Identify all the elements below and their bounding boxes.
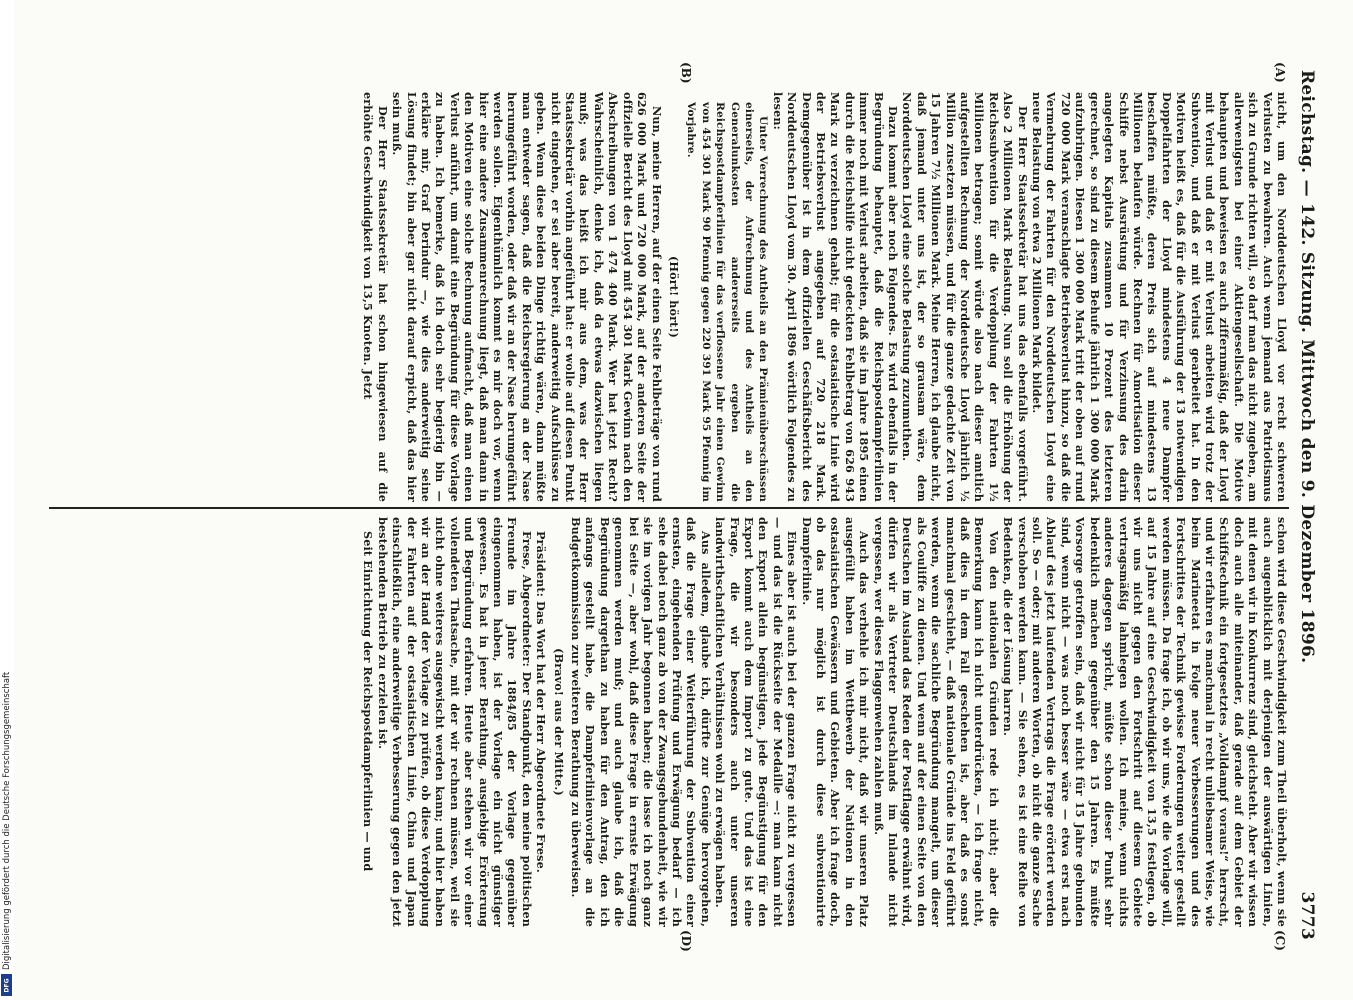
- interjection: (Hört! hört!): [666, 255, 681, 338]
- right-column: [361, 517, 1289, 927]
- running-title: Reichstag. — 142. Sitzung. Mittwoch den 9. Dezember 1896.: [1297, 70, 1317, 664]
- column-divider: [49, 507, 1289, 509]
- paragraph: schon wird diese Geschwindigkeit zum Theil überholt, wenn sie auch augenblicklich mit derjenigen der auswärtigen Linien, mit denen wir in Konkurrenz sind, gleichsteht. Aber wir wissen doch auch alle miteinander, daß gerade auf dem Gebiet der Schiffstechnik ein fortgesetztes „Volldampf voraus!“ herrscht, und wir erfahren es manchmal in recht unliebsamer Weise, wie beim Marineetat in Folge neuer Verbesserungen und des Fortschrittes der Technik gewisse Forderungen weiter gestellt werden müssen. Da frage ich, ob wir uns, wie die Vorlage will, auf 15 Jahre auf eine Geschwindigkeit von 13,5 festlegen, ob wir uns nicht gegen den Fortschritt auf diesem Gebiete vertragsmäßig lahmlegen wollen. Ich meine, wenn nichts anderes dagegen spricht, müßte schon dieser Punkt sehr bedenklich machen gegenüber den 15 Jahren. Es müßte Vorsorge getroffen sein, daß wir nicht für 15 Jahre gebunden sind, wenn nicht — was noch besser wäre — etwa erst nach Ablauf des jetzt laufenden Vertrags die Frage erörtert werden soll. So — oder; mit anderen Worten, ob nicht die ganze Sache verschoben werden kann. — Sie sehen, es ist eine Reihe von Bedenken, die der Lösung harren.: [1001, 517, 1289, 927]
- interjection: (Bravo! aus der Mitte.): [551, 648, 566, 796]
- margin-marker-c: (C): [1273, 930, 1287, 951]
- paragraph: nicht, um den Norddeutschen Lloyd vor recht schweren Verlusten zu bewahren. Auch wenn jemand aus Patriotismus sich zu Grunde richten will, so darf man das nicht zugeben, am allerwenigsten bei einer Aktiengesellschaft. Die Motive behaupten und beweisen es auch ziffernmäßig, daß der Lloyd mit Verlust und daß er mit Verlust arbeiten wird trotz der Subvention, und daß er mit Verlust gearbeitet hat. In den Motiven heißt es, daß für die Ausführung der 13 notwendigen Doppelfahrten der Lloyd mindestens 4 neue Dampfer beschaffen müßte, deren Preis sich auf mindestens 13 Millionen belaufen würde. Rechnen für Amortisation dieser Schiffe nebst Ausrüstung und für Verzinsung des darin angelegten Kapitals zusammen 10 Prozent des letzteren gerechnet, so sind zu diesem Behufe jährlich 1 300 000 Mark aufzubringen. Diesen 1 300 000 Mark tritt der oben auf rund 720 000 Mark veranschlagte Betriebsverlust hinzu, so daß die Vermehrung der Fahrten für den Norddeutschen Lloyd eine neue Belastung von etwa 2 Millionen Mark bildet.: [1030, 92, 1289, 502]
- rotated-page-content: [14, 0, 1353, 1000]
- page-number: 3773: [1297, 891, 1317, 940]
- credit-sidebar: [0, 0, 14, 1000]
- dfg-logo: DFG: [1, 974, 12, 996]
- paragraph: Aus alledem, glaube ich, dürfte zur Genüge hervorgehen, daß die Frage einer Weiterführung der Subvention einer ernsten, eingehenden Prüfung und Erwägung bedarf — ich sehe dabei noch ganz ab von der Zwangsgebundenheit, wie wir sie im vorigen Jahr begonnen haben; die lasse ich noch ganz bei Seite —, aber wohl, daß diese Frage in ernste Erwägung genommen werden muß; und auch glaube ich, daß die Begründung dargethan zu haben für den Antrag, den ich anfangs gestellt habe, die Dampferlinienvorlage an die Budgetkommission zur weiteren Berathung zu überweisen.: [569, 517, 713, 927]
- speaker-line: Präsident: Das Wort hat der Herr Abgeordnete Frese.: [534, 531, 549, 873]
- paragraph: Eines aber ist auch bei der ganzen Frage nicht zu vergessen — und das ist die Rückseite der Medaille —: man kann nicht den Export allein begünstigen, jede Begünstigung für den Export kommt auch dem Import zu gute. Und das ist eine Frage, die wir besonders auch unter unseren landwirthschaftlichen Verhältnissen wohl zu erwägen haben.: [713, 517, 800, 927]
- paragraph: Von den nationalen Gründen rede ich nicht; aber die Bemerkung kann ich nicht unterdrücken, — ich frage nicht, daß dies in dem Fall geschehen ist, aber daß es sonst manchmal geschieht, — daß nationale Gründe ins Feld geführt werden, wenn die sachliche Begründung mangelt, um dieser als Couliffe zu dienen. Und wenn auf der einen Seite von den Deutschen im Ausland das Reden der Postflagge erwähnt wird, dürfen wir als Vertreter Deutschlands im Inlande nicht vergessen, wer dieses Flaggenwehen zahlen muß.: [871, 517, 1001, 927]
- paragraph: Frese, Abgeordneter: Der Standpunkt, den meine politischen Freunde im Jahre 1884/85 der Vorlage gegenüber eingenommen haben, ist der Vorlage ein nicht günstiger gewesen. Es hat in jener Berathung, ausgiebige Erörterung und Begründung erfahren. Heute aber stehen wir vor einer vollendeten Thatsache, mit der wir rechnen müssen, weil sie nicht ohne weiteres ausgewischt werden kann; und hier haben wir an der Hand der Vorlage zu prüfen, ob diese Verdopplung der Fahrten auf der ostasiatischen Linie, China und Japan einschließlich, eine anderweitige Verbesserung gegen den jetzt bestehenden Betrieb zu erzielen ist.: [375, 517, 534, 927]
- paragraph: Dazu kommt aber noch Folgendes. Es wird ebenfalls in der Begründung behauptet, daß die Reichspostdampferlinien immer noch mit Verlust arbeiten, daß sie im Jahre 1895 einen durch die Reichshilfe nicht gedeckten Fehlbetrag von 626 943 Mark zu verzeichnen gehabt; für die ostasiatische Linie wird der Betriebsverlust angegeben auf 720 218 Mark. Demgegenüber ist in dem offiziellen Geschäftsbericht des Norddeutschen Lloyd vom 30. April 1896 wörtlich Folgendes zu lesen:: [770, 92, 901, 502]
- margin-marker-a: (A): [1273, 62, 1287, 83]
- margin-marker-d: (D): [679, 930, 693, 952]
- paragraph: Auch das verhehle ich mir nicht, daß wir unseren Platz ausgefüllt haben im Wettbewerb der Nationen in den ostasiatischen Gewässern und Gebieten. Aber ich frage doch, ob das nur möglich ist durch diese subventionirte Dampferlinie.: [799, 517, 872, 927]
- paragraph: Nun, meine Herren, auf der einen Seite Fehlbeträge von rund 626 000 Mark und 720 000 Mark, auf der anderen Seite der offizielle Bericht des Lloyd mit 454 301 Mark Gewinn nach den Abschreibungen von 1 474 400 Mark. Wer hat jetzt Recht? Wahrscheinlich, denke ich, daß da etwas dazwischen liegen muß; was das heißt ich mir aus dem, was der Herr Staatssekretär vorhin angeführt hat: er wolle auf diesen Punkt nicht eingehen, er sei aber bereit, anderweitig Aufschlüsse zu geben. Wenn diese beiden Dinge richtig wären, dann müßte man entweder sagen, daß die Reichsregierung an der Nase herumgeführt worden, oder daß wir an der Nase herumgeführt werden sollen. Eigenthümlich kommt es mir doch vor, wenn hier eine andere Zusammenrechnung liegt, daß man dann in den Motiven eine solche Rechnung aufmacht, daß man einen Verlust anführt, um damit eine Begründung für diese Vorlage zu haben. Ich bemerke, daß ich doch sehr begierig bin — erkläre mir, Graf Derindur —, wie dies anderweitig seine Lösung findet; bin aber gar nicht darauf erpicht, daß das hier sein muß.: [390, 92, 664, 502]
- dfg-credit-text: Digitalisierung gefördert durch die Deutsche Forschungsgemeinschaft: [2, 671, 12, 970]
- paragraph: Seit Einrichtung der Reichspostdampferlinien — und: [361, 531, 376, 872]
- paragraph: Der Herr Staatssekretär hat uns das ebenfalls vorgeführt. Also 2 Millionen Mark Belastung. Nun soll die Erhöhung der Reichssubvention für die Verdopplung der Fahrten 1½ Millionen betragen; somit würde also nach dieser amtlich aufgestellten Rechnung der Norddeutsche Lloyd jährlich ½ Million zusetzen müssen, und für die ganze gedachte Zeit von 15 Jahren 7½ Millionen Mark. Meine Herren, ich glaube nicht, daß jemand unter uns ist, der so grausam wäre, dem Norddeutschen Lloyd eine solche Belastung zuzumuthen.: [900, 92, 1030, 502]
- paragraph: Der Herr Staatssekretär hat schon hingewiesen auf die erhöhte Geschwindigkeit von 13,5 Knoten. Jetzt: [361, 92, 390, 502]
- scanned-page: [14, 0, 1353, 1000]
- quotation: Unter Verrechnung des Antheils an den Prämienüberschüssen einerseits, der Aufrechnung und des Antheils an den Generalunkosten andererseits ergeben die Reichspostdampferlinien für das verflossene Jahr einen Gewinn von 454 301 Mark 90 Pfennig gegen 220 391 Mark 95 Pfennig im Vorjahre.: [685, 102, 770, 502]
- margin-marker-b: (B): [679, 62, 693, 84]
- left-column: [361, 92, 1289, 502]
- page-header: [1291, 70, 1319, 940]
